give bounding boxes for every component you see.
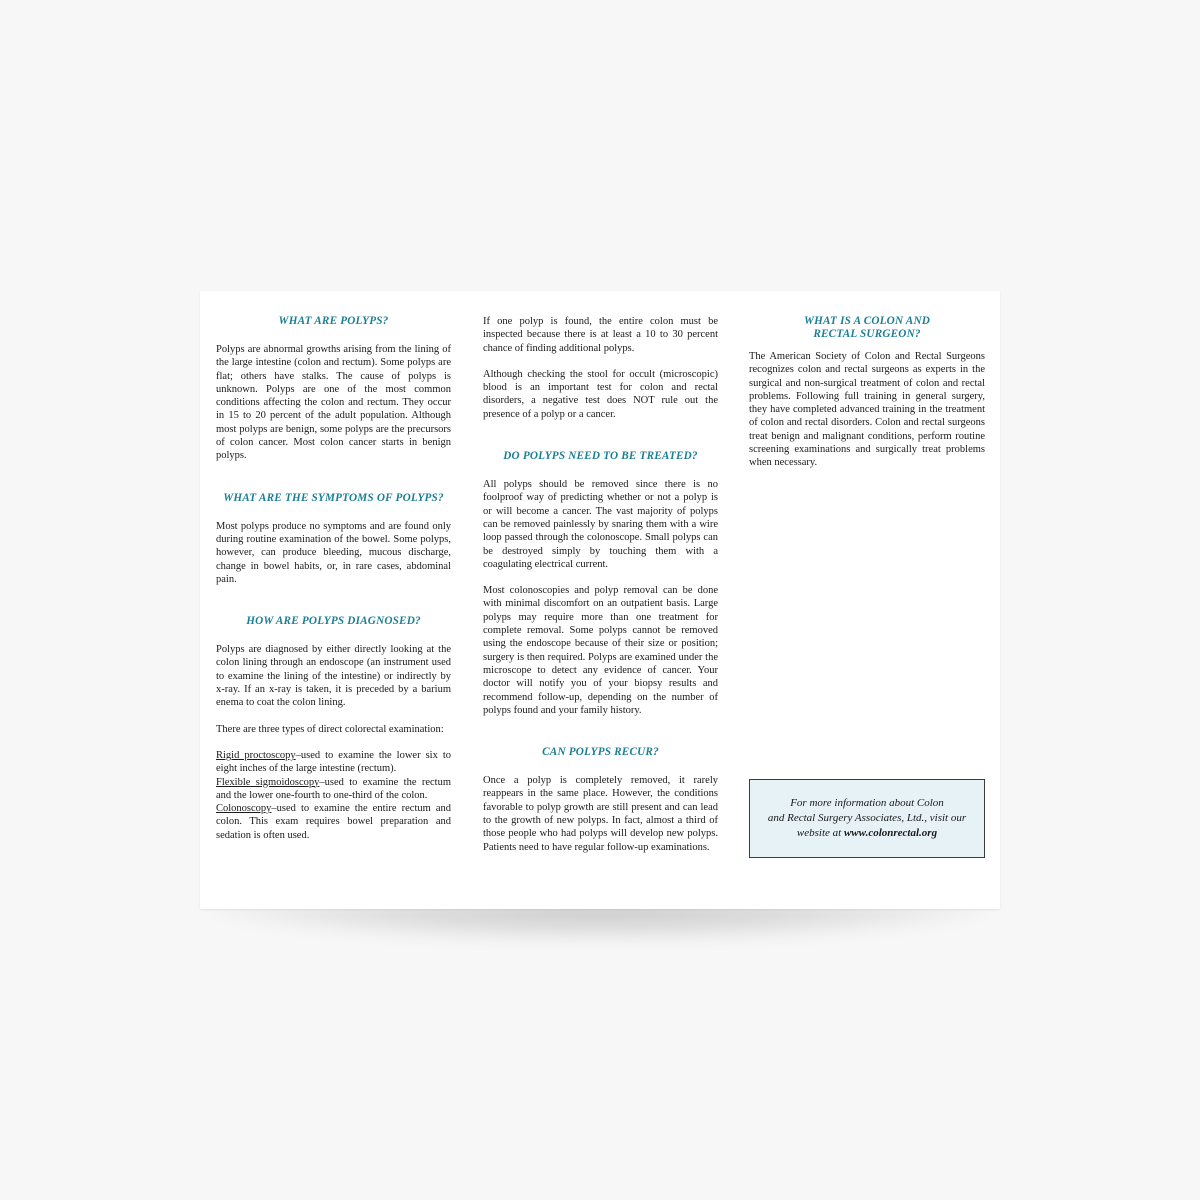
text-diagnosed-2: There are three types of direct colorectal examination: (216, 723, 444, 735)
info-text (768, 796, 966, 841)
exam-term: Rigid proctoscopy (216, 749, 296, 761)
column-1 (216, 315, 451, 842)
info-box (749, 779, 985, 858)
heading-surgeon-line-1: WHAT IS A COLON AND (803, 315, 931, 327)
column-2 (483, 315, 718, 854)
exam-colonoscopy (216, 802, 451, 842)
heading-symptoms: WHAT ARE THE SYMPTOMS OF POLYPS? (223, 491, 444, 504)
heading-surgeon-line-2: RECTAL SURGEON? (813, 328, 921, 340)
exam-description: –used to examine the rectum and the lower one-fourth to one-third of the colon. (216, 776, 451, 801)
text-occult-blood: Although checking the stool for occult (microscopic) blood is an important test for colon and rectal disorders, a negative test does NOT rule out the presence of a polyp or a cancer. (483, 368, 718, 420)
text-diagnosed-1: Polyps are diagnosed by either directly looking at the colon lining through an endoscope (an instrument used to examine the lining of the intestine) or indirectly by x-ray. If an x-ray is taken, it is preceded by a barium enema to coat the colon lining. (216, 644, 451, 709)
exam-rigid-proctoscopy (216, 749, 451, 776)
exam-description: –used to examine the entire rectum and colon. This exam requires bowel preparation and sedation is often used. (216, 803, 451, 841)
exam-term: Colonoscopy (216, 803, 272, 815)
heading-diagnosed: HOW ARE POLYPS DIAGNOSED? (246, 615, 421, 628)
info-line-2: and Rectal Surgery Associates, Ltd., visit our (767, 812, 967, 824)
info-line-1: For more information about Colon (790, 797, 944, 809)
exam-description: –used to examine the lower six to eight inches of the large intestine (rectum). (216, 749, 451, 775)
text-recur: Once a polyp is completely removed, it rarely reappears in the same place. However, the conditions favorable to polyp growth are still present and can lead to the growth of new polyps. In fact, almost a third of those people who had polyps will develop new polyps. Patients need to have regular follow-up examinations. (483, 775, 718, 853)
info-line-3: website at (796, 827, 844, 839)
text-what-are-polyps: Polyps are abnormal growths arising from the lining of the large intestine (colon and rectum). Some polyps are flat; others have stalks. The cause of polyps is unknown. Polyps are one of the most common conditions affecting the colon and rectum. They occur in 15 to 20 percent of the adult population. Although most polyps are benign, some polyps are the precursors of colon cancer. Most colon cancer starts in benign polyps. (216, 344, 451, 462)
exam-flexible-sigmoidoscopy (216, 776, 451, 803)
text-surgeon: The American Society of Colon and Rectal Surgeons recognizes colon and rectal surgeons as experts in the surgical and non-surgical treatment of colon and rectal problems. Following full training in general surgery, they have completed advanced training in the treatment of colon and rectal disorders. Colon and rectal surgeons treat benign and malignant conditions, perform routine screening examinations and surgically treat problems when necessary. (749, 351, 985, 469)
page-shadow (210, 905, 990, 943)
heading-what-are-polyps: WHAT ARE POLYPS? (278, 315, 389, 327)
heading-recur: CAN POLYPS RECUR? (542, 746, 659, 759)
column-3 (749, 315, 985, 470)
brochure-sheet (200, 291, 1000, 909)
heading-surgeon (749, 315, 985, 341)
text-symptoms: Most polyps produce no symptoms and are found only during routine examination of the bowel. Some polyps, however, can produce bleeding, mucous discharge, change in bowel habits, or, in rare cases, abdominal pain. (216, 520, 451, 585)
text-additional-polyps: If one polyp is found, the entire colon must be inspected because there is at least a 10 to 30 percent chance of finding additional polyps. (483, 316, 718, 354)
heading-treated: DO POLYPS NEED TO BE TREATED? (503, 450, 698, 463)
text-treated-1: All polyps should be removed since there is no foolproof way of predicting whether or not a polyp is or will become a cancer. The vast majority of polyps can be removed painlessly by snaring them with a wire loop passed through the colonoscope. Small polyps can be destroyed simply by touching them with a coagulating electrical current. (483, 479, 718, 570)
exam-term: Flexible sigmoidoscopy (216, 776, 320, 788)
website-link[interactable]: www.colonrectal.org (843, 827, 938, 839)
text-treated-2: Most colonoscopies and polyp removal can be done with minimal discomfort on an outpatient basis. Large polyps may require more than one treatment for complete removal. Some polyps cannot be removed using the endoscope because of their size or position; surgery is then required. Polyps are examined under the microscope to detect any evidence of cancer. Your doctor will notify you of your biopsy results and recommend follow-up, depending on the number of polyps found and your family history. (483, 585, 718, 716)
